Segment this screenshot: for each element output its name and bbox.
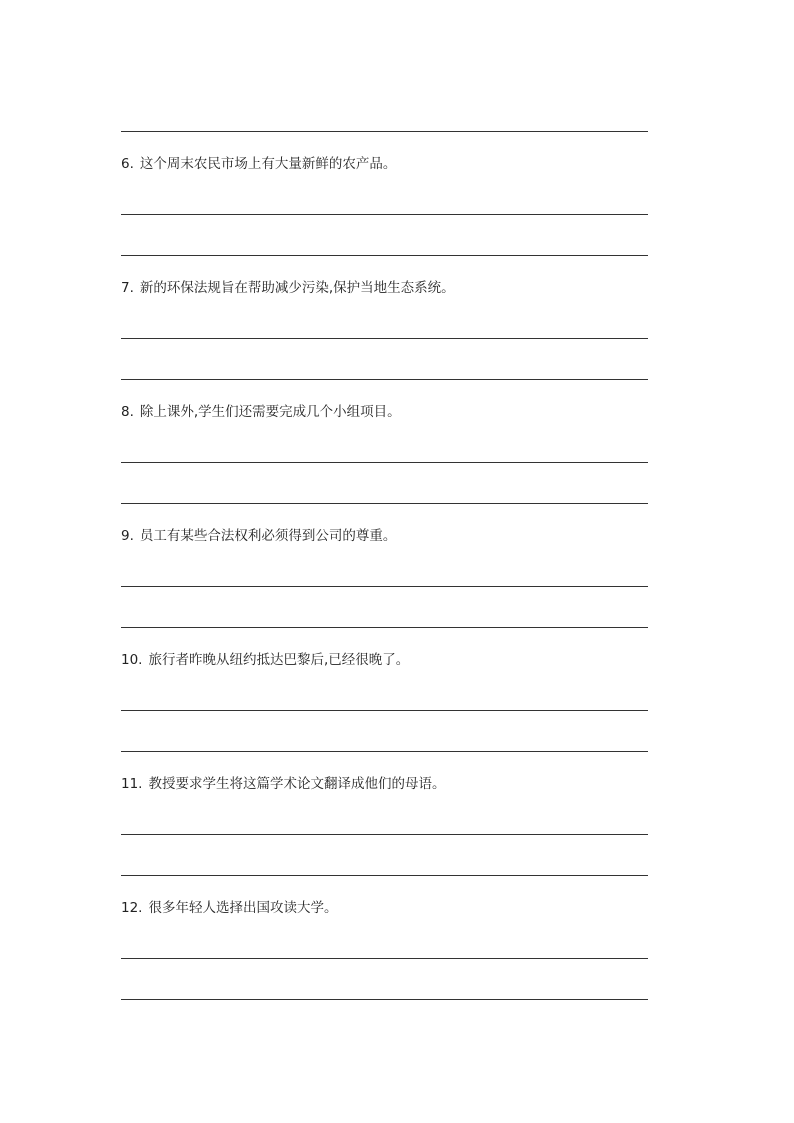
question-text: 教授要求学生将这篇学术论文翻译成他们的母语。 (148, 776, 446, 792)
question-number: 6. (121, 156, 134, 172)
question-8 (121, 403, 648, 421)
question-11 (121, 775, 648, 793)
question-text: 除上课外,学生们还需要完成几个小组项目。 (139, 404, 401, 420)
question-number: 8. (121, 404, 134, 420)
question-text: 这个周末农民市场上有大量新鲜的农产品。 (139, 156, 397, 172)
answer-line (121, 834, 648, 835)
answer-line (121, 958, 648, 959)
answer-line (121, 751, 648, 752)
question-12 (121, 899, 648, 917)
answer-line (121, 586, 648, 587)
answer-line (121, 503, 648, 504)
answer-line (121, 255, 648, 256)
question-text: 旅行者昨晚从纽约抵达巴黎后,已经很晚了。 (148, 652, 410, 668)
answer-line (121, 338, 648, 339)
question-6 (121, 155, 648, 173)
answer-line (121, 379, 648, 380)
answer-line (121, 131, 648, 132)
question-number: 12. (121, 900, 143, 916)
answer-line (121, 214, 648, 215)
question-text: 新的环保法规旨在帮助减少污染,保护当地生态系统。 (139, 280, 455, 296)
question-number: 11. (121, 776, 143, 792)
answer-line (121, 999, 648, 1000)
question-text: 员工有某些合法权利必须得到公司的尊重。 (139, 528, 397, 544)
question-number: 7. (121, 280, 134, 296)
answer-line (121, 875, 648, 876)
question-number: 9. (121, 528, 134, 544)
answer-line (121, 710, 648, 711)
answer-line (121, 627, 648, 628)
question-7 (121, 279, 648, 297)
answer-line (121, 462, 648, 463)
question-text: 很多年轻人选择出国攻读大学。 (148, 900, 338, 916)
question-number: 10. (121, 652, 143, 668)
question-10 (121, 651, 648, 669)
question-9 (121, 527, 648, 545)
